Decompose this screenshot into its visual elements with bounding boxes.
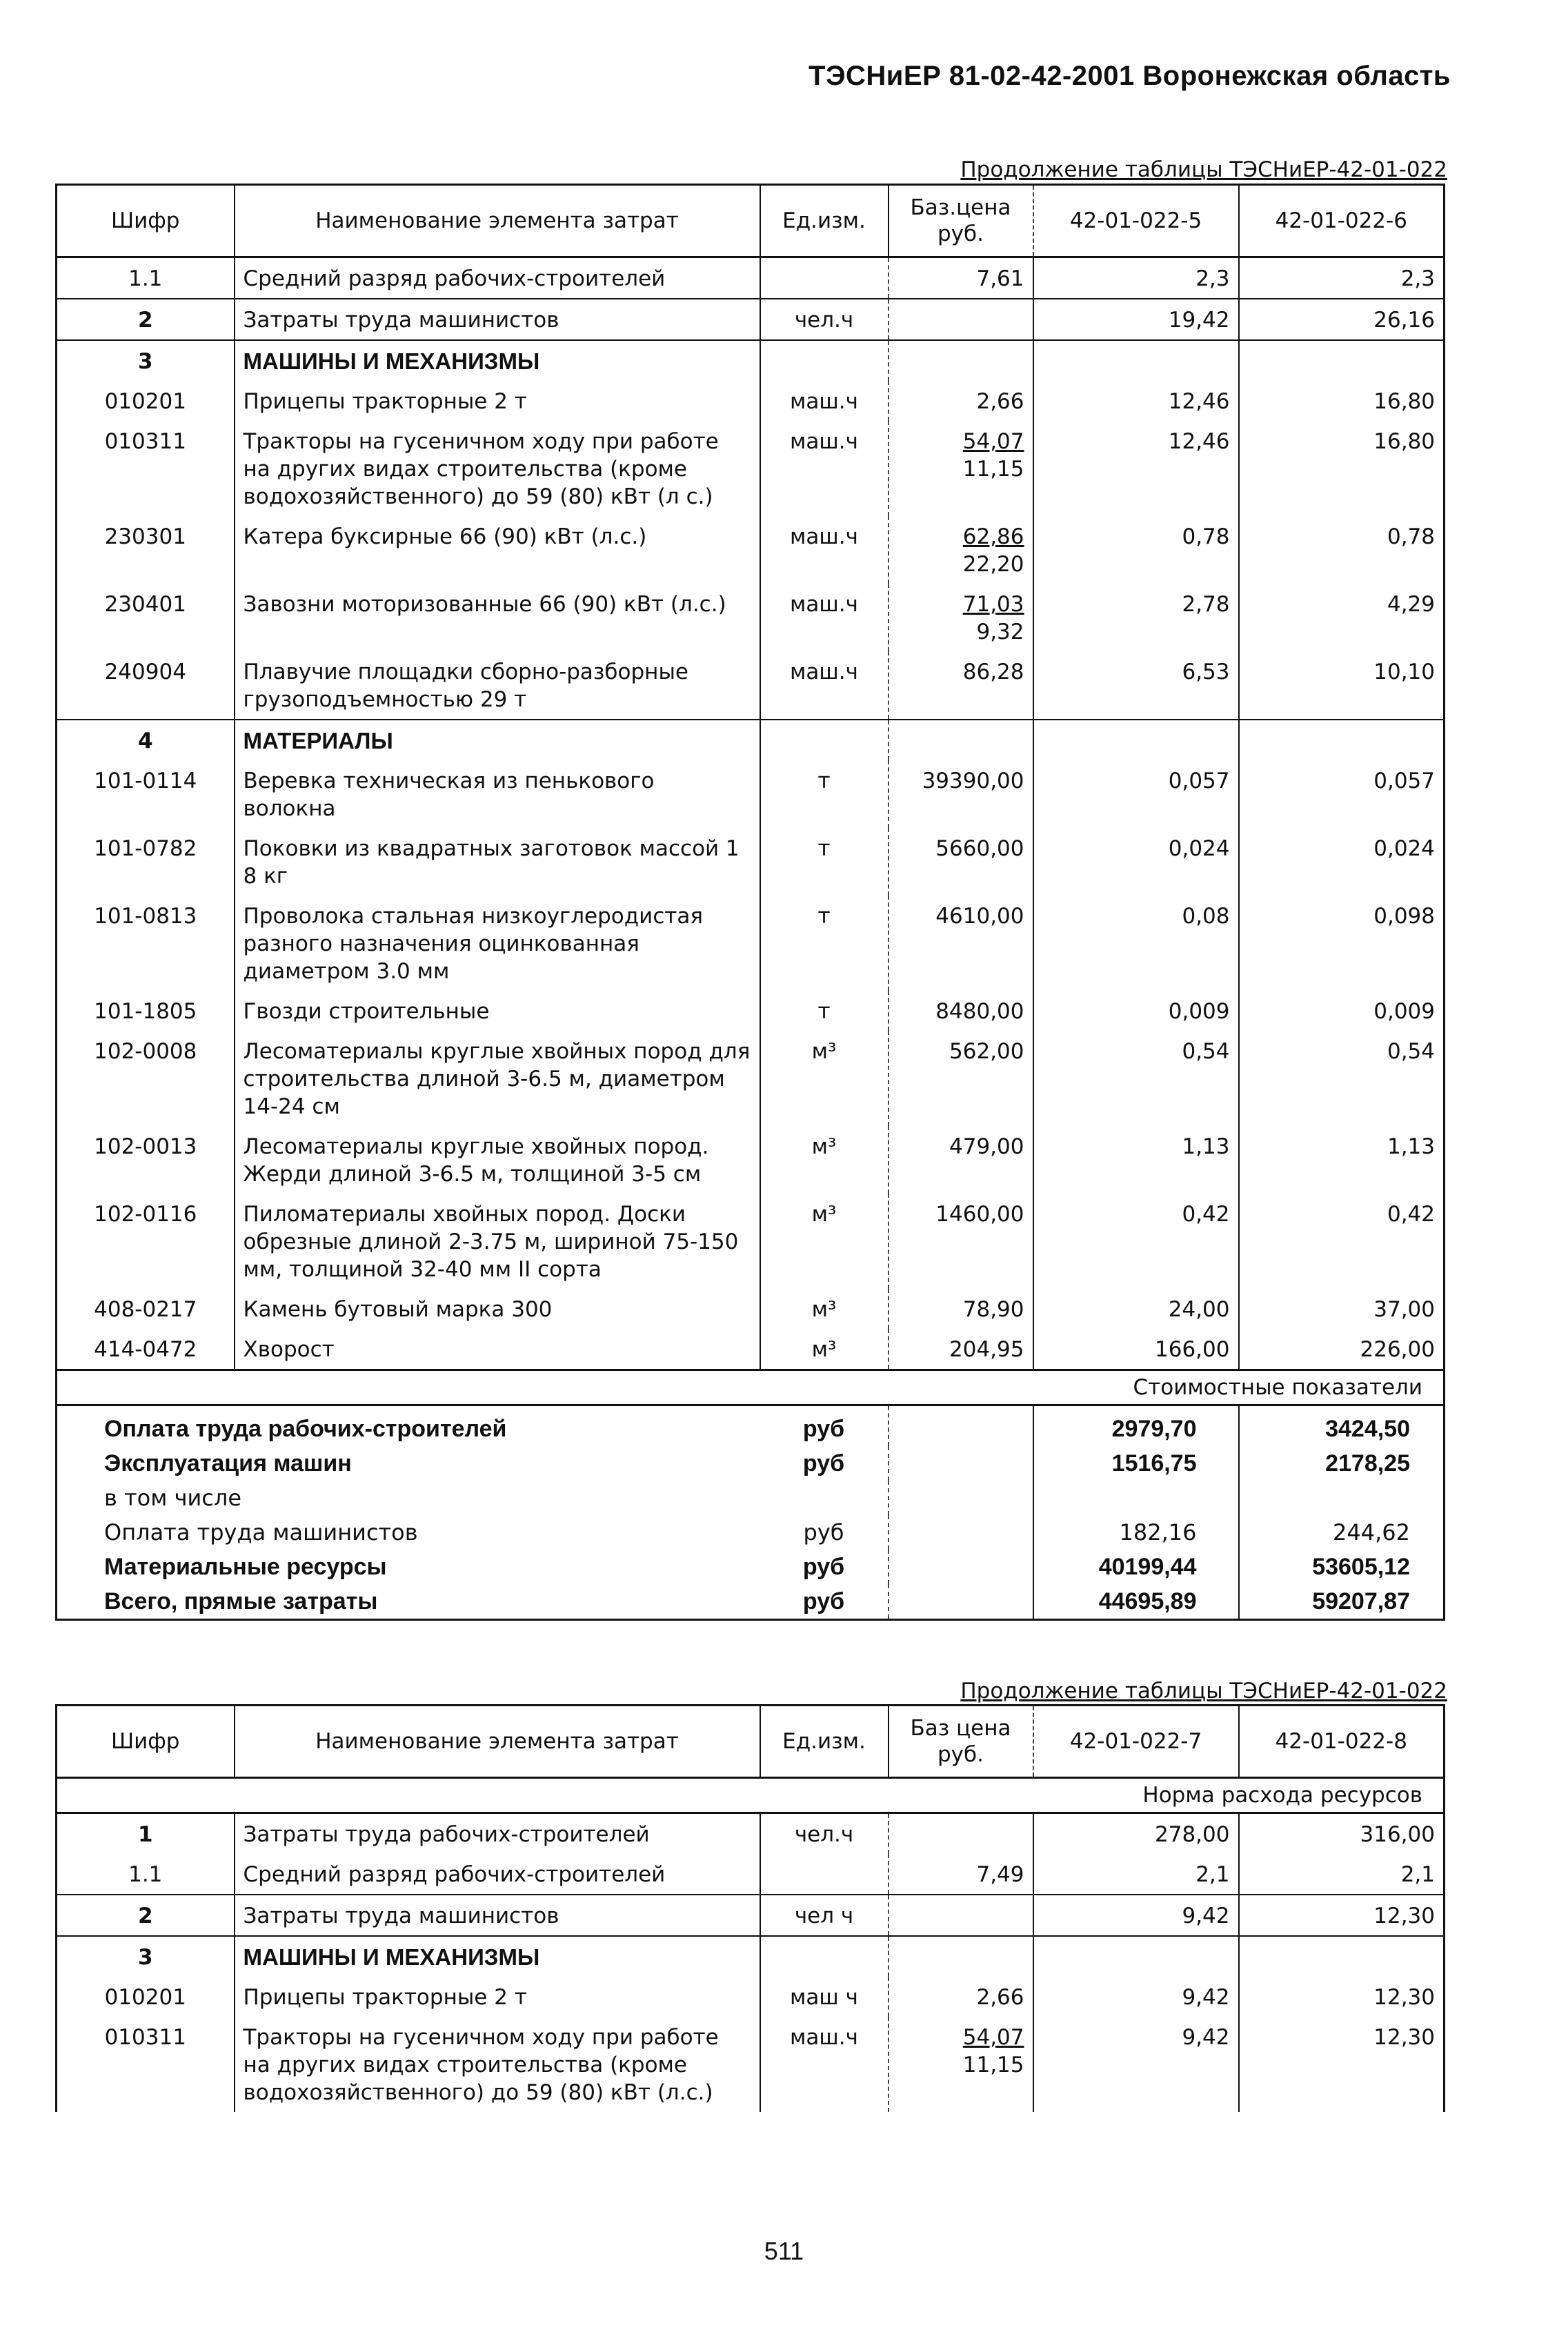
table-row	[57, 257, 1445, 299]
row-norm-value: 0,009	[1239, 991, 1445, 1031]
table-row	[57, 1977, 1445, 2017]
row-norm-value: 166,00	[1033, 1329, 1239, 1370]
row-name: Средний разряд рабочих-строителей	[235, 1854, 760, 1895]
row-unit: м³	[760, 1031, 889, 1126]
row-price-main: 5660,00	[935, 836, 1024, 861]
table1-header-row	[57, 185, 1445, 257]
column-header-norm-7: 42-01-022-7	[1033, 1706, 1239, 1778]
cost-unit	[760, 1481, 889, 1515]
table-row	[57, 1854, 1445, 1895]
row-unit	[760, 1854, 889, 1895]
resource-table-1	[55, 184, 1445, 1621]
cost-row	[57, 1584, 1445, 1620]
row-norm-value: 0,08	[1033, 896, 1239, 991]
row-norm-value: 12,30	[1239, 1977, 1445, 2017]
row-unit: м³	[760, 1126, 889, 1194]
row-code: 101-0782	[94, 836, 197, 861]
row-unit: маш.ч	[760, 421, 889, 516]
row-norm-value: 2,1	[1033, 1854, 1239, 1895]
row-norm-value: 0,057	[1033, 760, 1239, 828]
row-code: 230301	[104, 524, 186, 549]
cost-label: Эксплуатация машин	[104, 1450, 352, 1476]
table-row	[57, 1289, 1445, 1329]
row-norm-value: 316,00	[1239, 1813, 1445, 1855]
row-price-wage: 9,32	[976, 620, 1024, 644]
row-unit: т	[760, 991, 889, 1031]
row-name: Средний разряд рабочих-строителей	[235, 257, 760, 299]
row-unit: т	[760, 760, 889, 828]
row-name: МАТЕРИАЛЫ	[235, 720, 760, 760]
row-code: 408-0217	[94, 1297, 197, 1322]
cost-value: 59207,87	[1239, 1584, 1445, 1620]
row-code: 010201	[104, 1985, 186, 2010]
row-name: МАШИНЫ И МЕХАНИЗМЫ	[235, 1936, 760, 1977]
row-norm-value: 2,3	[1033, 257, 1239, 299]
row-name: Лесоматериалы круглые хвойных пород. Жерди длиной 3-6.5 м, толщиной 3-5 см	[235, 1126, 760, 1194]
table2-caption: Продолжение таблицы ТЭСНиЕР-42-01-022	[960, 1679, 1447, 1703]
row-name: Завозни моторизованные 66 (90) кВт (л.с.)	[235, 584, 760, 651]
table-row	[57, 421, 1445, 516]
cost-value: 1516,75	[1033, 1446, 1239, 1481]
column-header-code: Шифр	[57, 1706, 235, 1778]
row-norm-value: 9,42	[1033, 1977, 1239, 2017]
column-header-price: Баз.цена руб.	[889, 185, 1033, 257]
cost-value: 44695,89	[1033, 1584, 1239, 1620]
column-header-norm-8: 42-01-022-8	[1239, 1706, 1445, 1778]
cost-unit: руб	[802, 1450, 845, 1476]
row-price-main: 7,61	[976, 266, 1024, 291]
row-name: Хворост	[235, 1329, 760, 1370]
row-price	[889, 651, 1033, 720]
row-unit: чел.ч	[760, 299, 889, 340]
cost-unit: руб	[802, 1416, 845, 1442]
row-price-main: 62,86	[962, 524, 1024, 549]
row-unit: маш.ч	[760, 516, 889, 584]
row-norm-value: 12,30	[1239, 1895, 1445, 1936]
row-price-main: 4610,00	[935, 904, 1024, 929]
row-norm-value: 4,29	[1239, 584, 1445, 651]
norm-header-row	[57, 1778, 1445, 1813]
cost-value: 182,16	[1033, 1515, 1239, 1550]
row-unit	[760, 720, 889, 760]
table-row	[57, 516, 1445, 584]
row-code: 4	[57, 720, 235, 760]
row-price	[889, 299, 1033, 340]
row-code: 1.1	[128, 266, 163, 291]
section-row	[57, 720, 1445, 760]
cost-price-empty	[889, 1405, 1033, 1447]
cost-label: в том числе	[104, 1485, 241, 1511]
cost-header: Стоимостные показатели	[57, 1370, 1445, 1405]
row-code: 1.1	[128, 1862, 163, 1887]
cost-value: 40199,44	[1033, 1550, 1239, 1584]
table-row	[57, 1329, 1445, 1370]
row-price-main: 86,28	[962, 660, 1024, 684]
row-unit	[760, 1936, 889, 1977]
row-price-main: 8480,00	[935, 999, 1024, 1024]
row-unit: чел.ч	[760, 1813, 889, 1855]
row-unit: м³	[760, 1194, 889, 1289]
table-row	[57, 896, 1445, 991]
cost-label: Материальные ресурсы	[104, 1554, 387, 1580]
row-price	[889, 1977, 1033, 2017]
row-price	[889, 1194, 1033, 1289]
section-row	[57, 340, 1445, 381]
row-unit: м³	[760, 1289, 889, 1329]
row-unit: т	[760, 896, 889, 991]
cost-value: 244,62	[1239, 1515, 1445, 1550]
row-price-wage: 11,15	[962, 2053, 1024, 2077]
row-price	[889, 340, 1033, 381]
row-code: 3	[57, 340, 235, 381]
row-code: 101-0813	[94, 904, 197, 929]
cost-price-empty	[889, 1550, 1033, 1584]
row-norm-value: 0,009	[1033, 991, 1239, 1031]
table-row	[57, 299, 1445, 340]
cost-unit: руб	[802, 1554, 845, 1580]
row-code: 240904	[104, 660, 186, 684]
row-price	[889, 991, 1033, 1031]
cost-row	[57, 1515, 1445, 1550]
row-price	[889, 1854, 1033, 1895]
row-norm-value: 24,00	[1033, 1289, 1239, 1329]
row-name: Гвозди строительные	[235, 991, 760, 1031]
row-norm-value: 0,78	[1033, 516, 1239, 584]
row-price-main: 71,03	[962, 592, 1024, 617]
row-norm-value: 0,42	[1239, 1194, 1445, 1289]
row-norm-value	[1033, 1936, 1239, 1977]
row-norm-value	[1239, 720, 1445, 760]
cost-header-row	[57, 1370, 1445, 1405]
table-row	[57, 1194, 1445, 1289]
row-code: 2	[57, 299, 235, 340]
cost-value: 2979,70	[1033, 1405, 1239, 1447]
row-name: Лесоматериалы круглые хвойных пород для строительства длиной 3-6.5 м, диаметром 14-24 см	[235, 1031, 760, 1126]
row-price-main: 54,07	[962, 429, 1024, 454]
table-row	[57, 381, 1445, 421]
cost-row	[57, 1405, 1445, 1447]
row-unit: маш.ч	[760, 381, 889, 421]
row-price	[889, 896, 1033, 991]
row-price-main: 562,00	[949, 1039, 1024, 1064]
row-norm-value: 2,78	[1033, 584, 1239, 651]
row-unit: маш ч	[760, 1977, 889, 2017]
row-norm-value: 0,057	[1239, 760, 1445, 828]
row-unit: чел ч	[760, 1895, 889, 1936]
row-norm-value: 12,46	[1033, 421, 1239, 516]
column-header-unit: Ед.изм.	[760, 185, 889, 257]
row-price-main: 39390,00	[922, 769, 1024, 793]
row-price-main: 1460,00	[935, 1202, 1024, 1227]
row-price	[889, 421, 1033, 516]
row-norm-value	[1239, 340, 1445, 381]
row-price	[889, 1936, 1033, 1977]
row-norm-value: 1,13	[1033, 1126, 1239, 1194]
row-norm-value: 12,46	[1033, 381, 1239, 421]
row-price-main: 204,95	[949, 1337, 1024, 1362]
cost-label: Оплата труда рабочих-строителей	[104, 1416, 507, 1442]
row-norm-value: 1,13	[1239, 1126, 1445, 1194]
row-price-main: 2,66	[976, 1985, 1024, 2010]
row-unit	[760, 257, 889, 299]
row-norm-value: 2,3	[1239, 257, 1445, 299]
row-norm-value	[1033, 720, 1239, 760]
row-price-main: 7,49	[976, 1862, 1024, 1887]
row-code: 102-0013	[94, 1134, 197, 1159]
table-row	[57, 651, 1445, 720]
cost-value: 53605,12	[1239, 1550, 1445, 1584]
row-name: Катера буксирные 66 (90) кВт (л.с.)	[235, 516, 760, 584]
table-row	[57, 2017, 1445, 2112]
cost-label: Оплата труда машинистов	[104, 1519, 418, 1545]
document-header: ТЭСНиЕР 81-02-42-2001 Воронежская область	[808, 61, 1451, 91]
resource-table-2	[55, 1704, 1445, 2112]
column-header-name: Наименование элемента затрат	[235, 1706, 760, 1778]
column-header-price: Баз цена руб.	[889, 1706, 1033, 1778]
row-name: МАШИНЫ И МЕХАНИЗМЫ	[235, 340, 760, 381]
row-norm-value	[1033, 340, 1239, 381]
table1-body	[57, 257, 1445, 1370]
row-code: 1	[137, 1822, 153, 1847]
row-name: Камень бутовый марка 300	[235, 1289, 760, 1329]
row-norm-value: 0,024	[1239, 828, 1445, 896]
cost-label: Всего, прямые затраты	[104, 1588, 378, 1614]
column-header-code: Шифр	[57, 185, 235, 257]
row-name: Затраты труда машинистов	[235, 299, 760, 340]
row-unit: маш.ч	[760, 2017, 889, 2112]
row-code: 010201	[104, 389, 186, 414]
table1-cost-body	[57, 1370, 1445, 1620]
row-price	[889, 760, 1033, 828]
table2-norm-header-body	[57, 1778, 1445, 1813]
row-norm-value: 0,42	[1033, 1194, 1239, 1289]
row-name: Проволока стальная низкоуглеродистая разного назначения оцинкованная диаметром 3.0 мм	[235, 896, 760, 991]
row-norm-value: 16,80	[1239, 381, 1445, 421]
column-header-name: Наименование элемента затрат	[235, 185, 760, 257]
row-unit: маш.ч	[760, 651, 889, 720]
cost-row	[57, 1550, 1445, 1584]
row-price-main: 479,00	[949, 1134, 1024, 1159]
row-price	[889, 1289, 1033, 1329]
cost-price-empty	[889, 1446, 1033, 1481]
cost-value: 2178,25	[1239, 1446, 1445, 1481]
table-row	[57, 1126, 1445, 1194]
row-unit: т	[760, 828, 889, 896]
row-code: 414-0472	[94, 1337, 197, 1362]
row-code: 010311	[104, 2025, 186, 2050]
table-row	[57, 584, 1445, 651]
row-norm-value: 19,42	[1033, 299, 1239, 340]
table-row	[57, 828, 1445, 896]
row-norm-value: 9,42	[1033, 1895, 1239, 1936]
row-name: Поковки из квадратных заготовок массой 1 8 кг	[235, 828, 760, 896]
table-row	[57, 760, 1445, 828]
row-name: Тракторы на гусеничном ходу при работе на других видах строительства (кроме водохозяйственного) до 59 (80) кВт (л с.)	[235, 421, 760, 516]
row-norm-value: 0,54	[1033, 1031, 1239, 1126]
row-code: 102-0116	[94, 1202, 197, 1227]
table2-body	[57, 1813, 1445, 2113]
cost-price-empty	[889, 1584, 1033, 1620]
row-code: 230401	[104, 592, 186, 617]
row-price-main: 2,66	[976, 389, 1024, 414]
row-price-main: 54,07	[962, 2025, 1024, 2050]
row-norm-value: 10,10	[1239, 651, 1445, 720]
row-code: 102-0008	[94, 1039, 197, 1064]
row-price	[889, 1031, 1033, 1126]
cost-value	[1239, 1481, 1445, 1515]
row-name: Пиломатериалы хвойных пород. Доски обрезные длиной 2-3.75 м, шириной 75-150 мм, толщиной 32-40 мм II сорта	[235, 1194, 760, 1289]
row-price	[889, 1126, 1033, 1194]
row-code: 101-1805	[94, 999, 197, 1024]
row-price	[889, 516, 1033, 584]
row-norm-value: 0,024	[1033, 828, 1239, 896]
row-price	[889, 257, 1033, 299]
cost-value: 3424,50	[1239, 1405, 1445, 1447]
row-code: 2	[57, 1895, 235, 1936]
table-row	[57, 991, 1445, 1031]
row-price-wage: 22,20	[962, 552, 1024, 577]
row-price	[889, 381, 1033, 421]
row-price	[889, 828, 1033, 896]
row-price-wage: 11,15	[962, 457, 1024, 482]
cost-row	[57, 1446, 1445, 1481]
row-name: Затраты труда машинистов	[235, 1895, 760, 1936]
row-price	[889, 1895, 1033, 1936]
row-price-main: 78,90	[962, 1297, 1024, 1322]
row-price	[889, 584, 1033, 651]
row-price	[889, 2017, 1033, 2112]
column-header-norm-6: 42-01-022-6	[1239, 185, 1445, 257]
row-norm-value: 0,78	[1239, 516, 1445, 584]
row-norm-value: 278,00	[1033, 1813, 1239, 1855]
row-norm-value: 16,80	[1239, 421, 1445, 516]
row-name: Плавучие площадки сборно-разборные грузоподъемностью 29 т	[235, 651, 760, 720]
cost-unit: руб	[803, 1519, 844, 1545]
page-number: 511	[764, 2237, 804, 2265]
section-row	[57, 1936, 1445, 1977]
row-name: Веревка техническая из пенькового волокна	[235, 760, 760, 828]
row-unit: м³	[760, 1329, 889, 1370]
row-norm-value: 37,00	[1239, 1289, 1445, 1329]
cost-unit: руб	[802, 1588, 845, 1614]
row-name: Тракторы на гусеничном ходу при работе на других видах строительства (кроме водохозяйственного) до 59 (80) кВт (л.с.)	[235, 2017, 760, 2112]
row-norm-value	[1239, 1936, 1445, 1977]
cost-row	[57, 1481, 1445, 1515]
row-norm-value: 0,54	[1239, 1031, 1445, 1126]
row-code: 3	[57, 1936, 235, 1977]
row-norm-value: 6,53	[1033, 651, 1239, 720]
row-unit	[760, 340, 889, 381]
row-name: Прицепы тракторные 2 т	[235, 381, 760, 421]
table-row	[57, 1813, 1445, 1855]
table2-header-row	[57, 1706, 1445, 1778]
row-unit: маш.ч	[760, 584, 889, 651]
row-norm-value: 0,098	[1239, 896, 1445, 991]
table-row	[57, 1895, 1445, 1936]
row-norm-value: 9,42	[1033, 2017, 1239, 2112]
column-header-norm-5: 42-01-022-5	[1033, 185, 1239, 257]
row-code: 010311	[104, 429, 186, 454]
row-norm-value: 12,30	[1239, 2017, 1445, 2112]
cost-price-empty	[889, 1515, 1033, 1550]
row-norm-value: 226,00	[1239, 1329, 1445, 1370]
table-row	[57, 1031, 1445, 1126]
row-name: Затраты труда рабочих-строителей	[235, 1813, 760, 1855]
row-norm-value: 2,1	[1239, 1854, 1445, 1895]
cost-price-empty	[889, 1481, 1033, 1515]
row-code: 101-0114	[94, 769, 197, 793]
table1-caption: Продолжение таблицы ТЭСНиЕР-42-01-022	[960, 157, 1447, 182]
row-price	[889, 720, 1033, 760]
norm-header: Норма расхода ресурсов	[57, 1778, 1445, 1813]
row-price	[889, 1813, 1033, 1855]
row-name: Прицепы тракторные 2 т	[235, 1977, 760, 2017]
row-norm-value: 26,16	[1239, 299, 1445, 340]
row-price	[889, 1329, 1033, 1370]
column-header-unit: Ед.изм.	[760, 1706, 889, 1778]
cost-value	[1033, 1481, 1239, 1515]
